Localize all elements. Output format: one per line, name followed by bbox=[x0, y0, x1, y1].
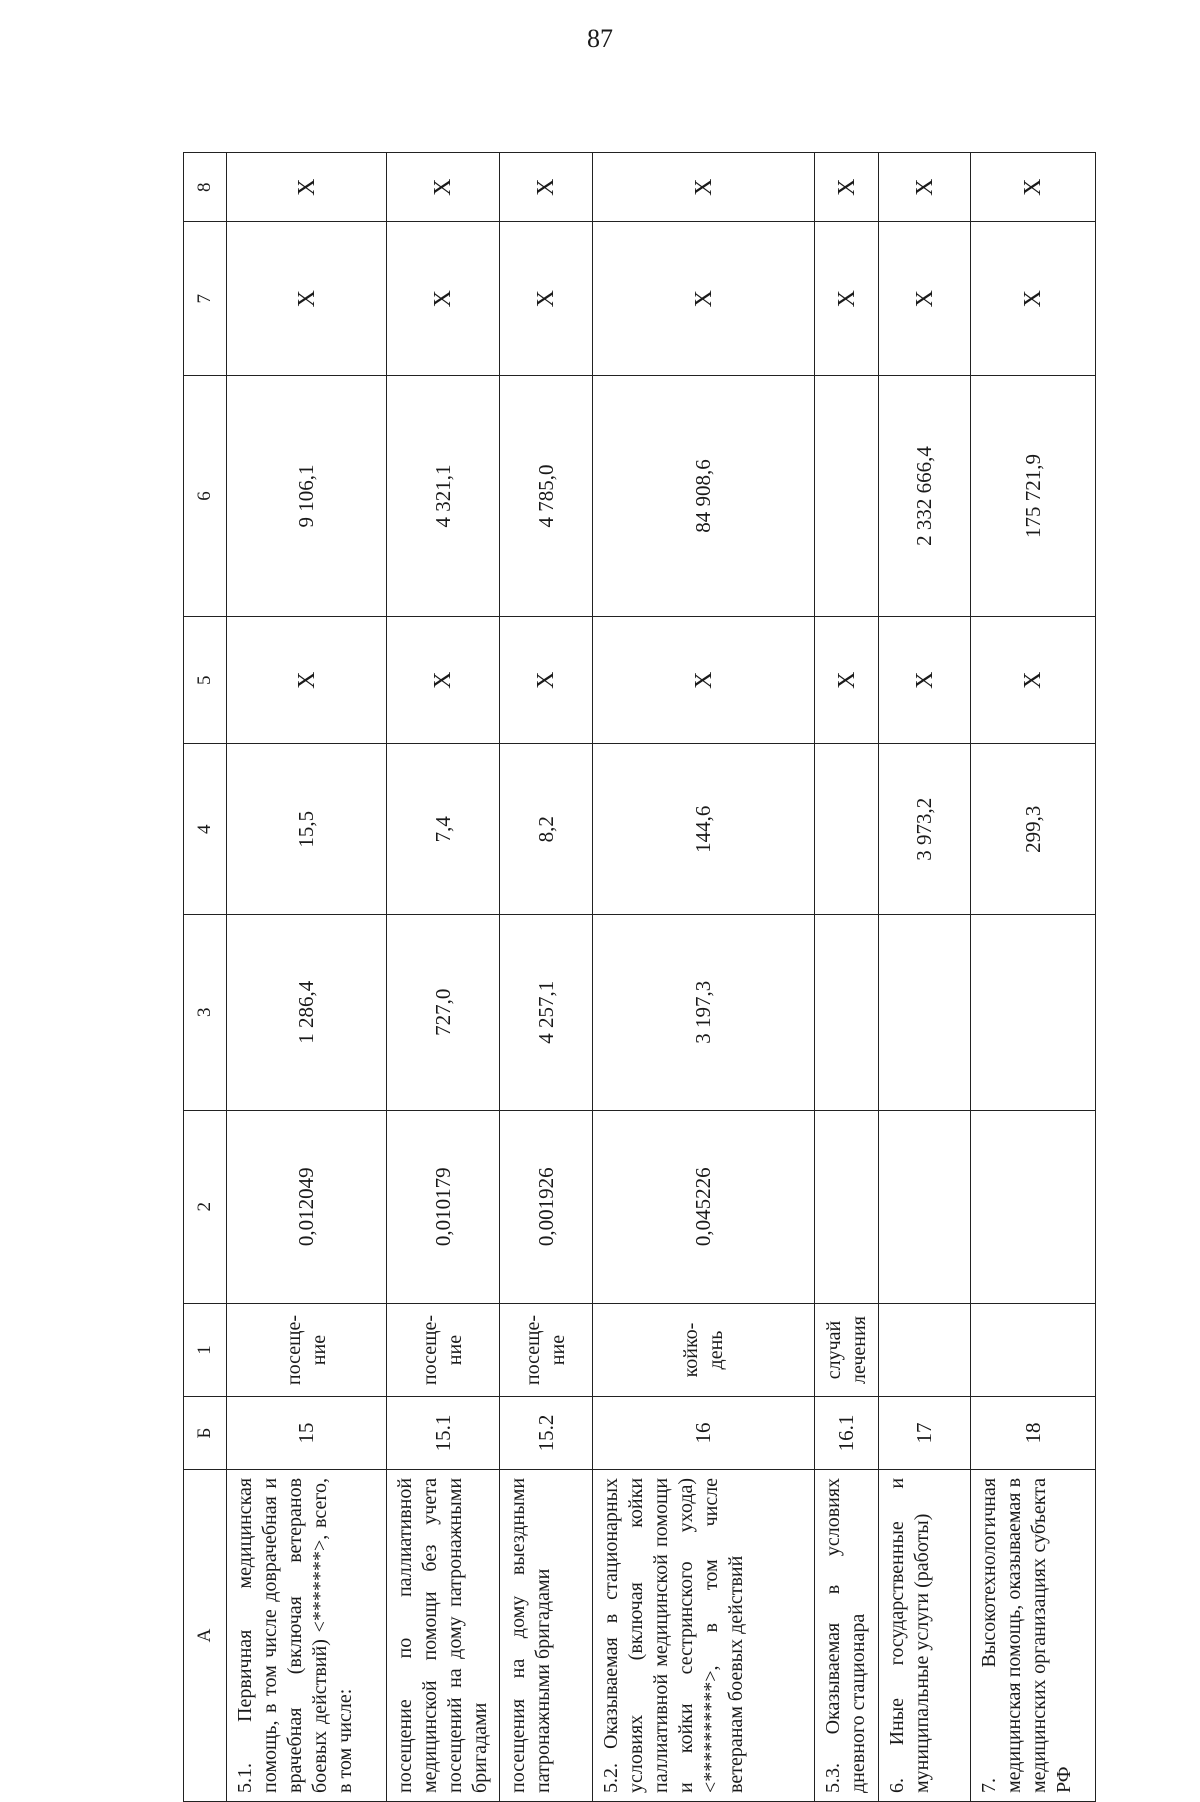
cell-col7: X bbox=[971, 222, 1096, 376]
row-unit bbox=[971, 1303, 1096, 1396]
cell-col7: X bbox=[387, 222, 500, 376]
cell-col2: 0,001926 bbox=[500, 1110, 593, 1303]
table-row bbox=[879, 153, 971, 1802]
cell-col8: X bbox=[971, 153, 1096, 222]
cell-col4: 15,5 bbox=[227, 744, 387, 915]
cell-col2: 0,045226 bbox=[593, 1110, 815, 1303]
cell-col6: 175 721,9 bbox=[971, 375, 1096, 616]
row-unit: посеще-ние bbox=[227, 1303, 387, 1396]
row-name: 6. Иные государственные и муниципальные услуги (работы) bbox=[879, 1469, 971, 1801]
row-code: 15.2 bbox=[500, 1397, 593, 1470]
header-row bbox=[184, 153, 227, 1802]
row-unit: койко-день bbox=[593, 1303, 815, 1396]
cell-col6 bbox=[815, 375, 879, 616]
header-cell: 8 bbox=[184, 153, 227, 222]
header-cell: 3 bbox=[184, 914, 227, 1110]
cell-col6: 4 785,0 bbox=[500, 375, 593, 616]
cell-col4: 8,2 bbox=[500, 744, 593, 915]
cell-col3 bbox=[879, 914, 971, 1110]
header-cell: 7 bbox=[184, 222, 227, 376]
cell-col8: X bbox=[227, 153, 387, 222]
cell-col5: X bbox=[971, 617, 1096, 744]
cell-col5: X bbox=[500, 617, 593, 744]
cell-col4 bbox=[815, 744, 879, 915]
table-row bbox=[387, 153, 500, 1802]
row-unit: посеще-ние bbox=[500, 1303, 593, 1396]
cell-col3: 727,0 bbox=[387, 914, 500, 1110]
cell-col7: X bbox=[227, 222, 387, 376]
cell-col3: 1 286,4 bbox=[227, 914, 387, 1110]
cell-col4: 3 973,2 bbox=[879, 744, 971, 915]
header-cell: 5 bbox=[184, 617, 227, 744]
row-code: 16 bbox=[593, 1397, 815, 1470]
row-code: 18 bbox=[971, 1397, 1096, 1470]
cell-col4: 7,4 bbox=[387, 744, 500, 915]
cell-col3 bbox=[971, 914, 1096, 1110]
cell-col2 bbox=[815, 1110, 879, 1303]
header-cell: 2 bbox=[184, 1110, 227, 1303]
page-number: 87 bbox=[587, 24, 613, 53]
table-row bbox=[227, 153, 387, 1802]
cell-col2 bbox=[879, 1110, 971, 1303]
cell-col8: X bbox=[593, 153, 815, 222]
cell-col7: X bbox=[879, 222, 971, 376]
header-cell: А bbox=[184, 1469, 227, 1801]
cell-col6: 9 106,1 bbox=[227, 375, 387, 616]
cell-col6: 84 908,6 bbox=[593, 375, 815, 616]
cell-col4: 299,3 bbox=[971, 744, 1096, 915]
cell-col8: X bbox=[387, 153, 500, 222]
row-code: 16.1 bbox=[815, 1397, 879, 1470]
cell-col2: 0,010179 bbox=[387, 1110, 500, 1303]
row-name: 7. Высокотехнологичная медицинская помощь, оказываемая в медицинских организациях субъекта РФ bbox=[971, 1469, 1096, 1801]
row-code: 15.1 bbox=[387, 1397, 500, 1470]
table-container bbox=[183, 152, 1093, 1802]
header-cell: 1 bbox=[184, 1303, 227, 1396]
row-name: 5.2. Оказываемая в стационарных условиях (включая койки паллиативной медицинской помощи и койки сестринского ухода) <**********>, в том числе ветеранам боевых действий bbox=[593, 1469, 815, 1801]
cell-col5: X bbox=[879, 617, 971, 744]
cell-col7: X bbox=[815, 222, 879, 376]
cell-col2: 0,012049 bbox=[227, 1110, 387, 1303]
header-cell: 6 bbox=[184, 375, 227, 616]
cell-col6: 2 332 666,4 bbox=[879, 375, 971, 616]
header-cell: Б bbox=[184, 1397, 227, 1470]
cell-col5: X bbox=[227, 617, 387, 744]
row-unit bbox=[879, 1303, 971, 1396]
table-row bbox=[500, 153, 593, 1802]
row-unit: посеще-ние bbox=[387, 1303, 500, 1396]
row-name: 5.3. Оказываемая в условиях дневного стационара bbox=[815, 1469, 879, 1801]
cell-col5: X bbox=[387, 617, 500, 744]
cell-col8: X bbox=[879, 153, 971, 222]
cell-col6: 4 321,1 bbox=[387, 375, 500, 616]
table-row bbox=[971, 153, 1096, 1802]
row-name: посещения на дому выездными патронажными бригадами bbox=[500, 1469, 593, 1801]
row-code: 17 bbox=[879, 1397, 971, 1470]
cell-col3: 3 197,3 bbox=[593, 914, 815, 1110]
cell-col3: 4 257,1 bbox=[500, 914, 593, 1110]
cell-col7: X bbox=[500, 222, 593, 376]
row-unit: случай лечения bbox=[815, 1303, 879, 1396]
cell-col4: 144,6 bbox=[593, 744, 815, 915]
table-row bbox=[593, 153, 815, 1802]
cell-col8: X bbox=[500, 153, 593, 222]
row-name: 5.1. Первичная медицинская помощь, в том числе доврачебная и врачебная (включая ветеранов боевых действий) <*******>, всего, в том числе: bbox=[227, 1469, 387, 1801]
cell-col8: X bbox=[815, 153, 879, 222]
cell-col5: X bbox=[593, 617, 815, 744]
table-row bbox=[815, 153, 879, 1802]
row-name: посещение по паллиативной медицинской помощи без учета посещений на дому патронажными бригадами bbox=[387, 1469, 500, 1801]
header-cell: 4 bbox=[184, 744, 227, 915]
data-table bbox=[183, 152, 1096, 1802]
row-code: 15 bbox=[227, 1397, 387, 1470]
cell-col3 bbox=[815, 914, 879, 1110]
cell-col7: X bbox=[593, 222, 815, 376]
cell-col2 bbox=[971, 1110, 1096, 1303]
cell-col5: X bbox=[815, 617, 879, 744]
